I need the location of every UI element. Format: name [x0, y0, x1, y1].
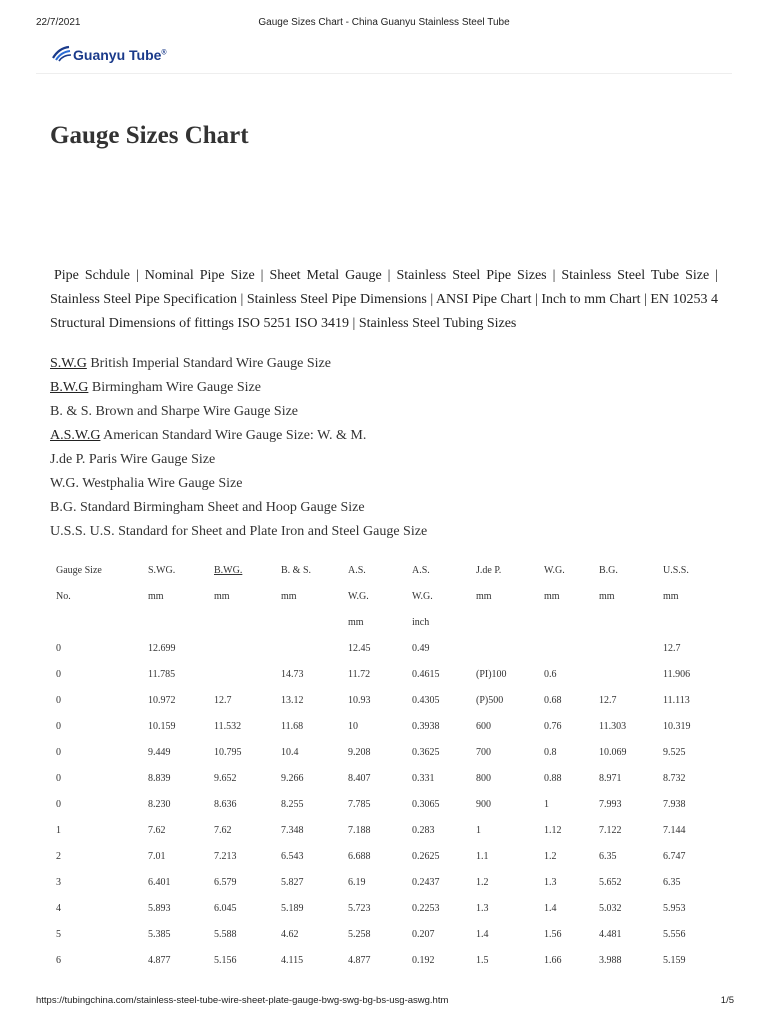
- registered-mark: ®: [161, 49, 167, 57]
- table-header-cell: W.G.: [412, 591, 433, 602]
- table-cell: 9.525: [663, 747, 686, 758]
- table-cell: 5.893: [148, 903, 171, 914]
- table-cell: 0.3065: [412, 799, 440, 810]
- table-header-cell: B. & S.: [281, 565, 312, 576]
- table-cell: 10.795: [214, 747, 242, 758]
- table-row: [52, 714, 723, 740]
- table-cell: 5.556: [663, 929, 686, 940]
- table-header-cell: [599, 610, 663, 636]
- table-cell: 1: [544, 799, 549, 810]
- print-footer-url: https://tubingchina.com/stainless-steel-tube-wire-sheet-plate-gauge-bwg-swg-bg-bs-usg-aswg.htm: [36, 995, 449, 1006]
- print-footer: [0, 995, 768, 1009]
- table-header-cell: A.S.: [412, 565, 430, 576]
- table-header-cell: B.G.: [599, 565, 618, 576]
- table-cell: 7.01: [148, 851, 166, 862]
- table-cell: 0.331: [412, 773, 435, 784]
- table-cell: 6.688: [348, 851, 371, 862]
- table-cell: 7.348: [281, 825, 304, 836]
- table-cell: 8.971: [599, 773, 622, 784]
- page-title: Gauge Sizes Chart: [50, 122, 249, 149]
- table-cell: 8.407: [348, 773, 371, 784]
- table-cell: 4: [56, 903, 61, 914]
- table-cell: 5.953: [663, 903, 686, 914]
- table-cell: 8.732: [663, 773, 686, 784]
- table-row: [52, 922, 723, 948]
- table-cell: 0.88: [544, 773, 562, 784]
- legend-desc: B.G. Standard Birmingham Sheet and Hoop Gauge Size: [50, 500, 365, 515]
- related-links-text[interactable]: Pipe Schdule | Nominal Pipe Size | Sheet Metal Gauge | Stainless Steel Pipe Sizes | Stainless Steel Tube Size | Stainless Steel Pipe Specification | Stainless Steel Pipe Dimensions | ANSI Pipe Chart | Inch to mm Chart | EN 10253 4 Structural Dimensions of fittings ISO 5251 ISO 3419 | Stainless Steel Tubing Sizes: [50, 268, 718, 331]
- table-cell: 0.2437: [412, 877, 440, 888]
- logo-brand-text: Guanyu Tube®: [73, 47, 167, 63]
- table-cell: 0.76: [544, 721, 562, 732]
- table-header-cell: mm: [281, 591, 297, 602]
- table-cell: 1.3: [544, 877, 557, 888]
- table-cell: 11.532: [214, 721, 242, 732]
- legend-desc: W.G. Westphalia Wire Gauge Size: [50, 476, 243, 491]
- table-cell: 12.7: [599, 695, 617, 706]
- table-header-cell: [52, 610, 148, 636]
- table-cell: 0.283: [412, 825, 435, 836]
- table-cell: 6.747: [663, 851, 686, 862]
- table-cell: 1.5: [476, 955, 489, 966]
- table-header-cell: mm: [148, 591, 164, 602]
- table-cell: 9.266: [281, 773, 304, 784]
- table-cell: 10.972: [148, 695, 176, 706]
- table-row: [52, 662, 723, 688]
- table-cell: 600: [476, 721, 491, 732]
- table-header-cell: mm: [214, 591, 230, 602]
- table-cell: 0.2253: [412, 903, 440, 914]
- table-cell: 7.993: [599, 799, 622, 810]
- table-header-cell: [476, 610, 544, 636]
- table-cell: 8.839: [148, 773, 171, 784]
- table-cell: 0.6: [544, 669, 557, 680]
- table-header-cell: mm: [544, 591, 560, 602]
- table-header-cell: [281, 610, 348, 636]
- legend-desc: American Standard Wire Gauge Size: W. & M.: [100, 428, 367, 443]
- legend-desc: U.S.S. U.S. Standard for Sheet and Plate Iron and Steel Gauge Size: [50, 524, 428, 539]
- table-header-cell: W.G.: [544, 565, 565, 576]
- table-cell: 6.045: [214, 903, 237, 914]
- table-header-cell: mm: [599, 591, 615, 602]
- table-cell: 0.8: [544, 747, 557, 758]
- print-page-title: Gauge Sizes Chart - China Guanyu Stainless Steel Tube: [258, 17, 510, 28]
- table-cell: 0.3938: [412, 721, 440, 732]
- table-header-cell: [214, 610, 281, 636]
- table-cell: 0: [56, 695, 61, 706]
- table-cell: 14.73: [281, 669, 304, 680]
- table-header-cell: B.WG.: [214, 565, 243, 576]
- legend-item-bwg: [50, 376, 718, 400]
- table-header-cell: A.S.: [348, 565, 366, 576]
- table-cell: 1.56: [544, 929, 562, 940]
- table-row: [52, 636, 723, 662]
- table-cell: 5: [56, 929, 61, 940]
- legend-item-aswg: [50, 424, 718, 448]
- legend-desc: J.de P. Paris Wire Gauge Size: [50, 452, 216, 467]
- table-cell: 0: [56, 773, 61, 784]
- table-cell: 5.189: [281, 903, 304, 914]
- table-cell: [599, 636, 663, 662]
- legend-desc: British Imperial Standard Wire Gauge Size: [86, 356, 331, 371]
- table-cell: 8.636: [214, 799, 237, 810]
- table-cell: 12.7: [663, 643, 681, 654]
- table-cell: 1.66: [544, 955, 562, 966]
- table-cell: 1.4: [476, 929, 489, 940]
- table-cell: 5.159: [663, 955, 686, 966]
- guanyu-logo-icon: [50, 44, 72, 67]
- table-cell: 1.1: [476, 851, 489, 862]
- gauge-sizes-table: [52, 558, 723, 974]
- table-header-cell: [663, 610, 723, 636]
- table-cell: [544, 636, 599, 662]
- table-cell: 3: [56, 877, 61, 888]
- table-row: [52, 818, 723, 844]
- table-cell: 9.449: [148, 747, 171, 758]
- table-cell: 0.4305: [412, 695, 440, 706]
- table-cell: 6.19: [348, 877, 366, 888]
- table-cell: 0.2625: [412, 851, 440, 862]
- table-cell: 6: [56, 955, 61, 966]
- table-header-row: [52, 610, 723, 636]
- gauge-table-body: [52, 558, 723, 974]
- table-header-cell: mm: [476, 591, 492, 602]
- table-cell: 13.12: [281, 695, 304, 706]
- table-cell: 0.68: [544, 695, 562, 706]
- print-date: 22/7/2021: [36, 17, 81, 28]
- table-cell: 3.988: [599, 955, 622, 966]
- table-cell: 6.543: [281, 851, 304, 862]
- table-cell: 2: [56, 851, 61, 862]
- table-cell: 0: [56, 669, 61, 680]
- table-header-row: [52, 558, 723, 584]
- table-cell: 7.122: [599, 825, 622, 836]
- table-cell: 5.723: [348, 903, 371, 914]
- table-cell: 5.156: [214, 955, 237, 966]
- gauge-legend: [50, 352, 718, 544]
- table-cell: 0.192: [412, 955, 435, 966]
- table-row: [52, 766, 723, 792]
- header-divider: [36, 73, 732, 74]
- table-cell: 0.207: [412, 929, 435, 940]
- table-row: [52, 896, 723, 922]
- table-cell: 5.588: [214, 929, 237, 940]
- table-cell: (P)500: [476, 695, 504, 706]
- table-cell: 7.213: [214, 851, 237, 862]
- table-cell: [599, 662, 663, 688]
- table-cell: 9.208: [348, 747, 371, 758]
- table-cell: 11.303: [599, 721, 627, 732]
- table-cell: 7.785: [348, 799, 371, 810]
- legend-abbr: A.S.W.G: [50, 428, 101, 443]
- table-cell: 7.938: [663, 799, 686, 810]
- table-cell: [476, 636, 544, 662]
- table-cell: 7.188: [348, 825, 371, 836]
- table-row: [52, 792, 723, 818]
- table-cell: 0: [56, 721, 61, 732]
- legend-item-bs: [50, 400, 718, 424]
- print-page-number: 1/5: [720, 995, 734, 1006]
- table-cell: 6.35: [599, 851, 617, 862]
- table-cell: 10: [348, 721, 358, 732]
- site-logo[interactable]: [50, 44, 167, 66]
- legend-item-swg: [50, 352, 718, 376]
- table-cell: 12.45: [348, 643, 371, 654]
- legend-abbr: S.W.G: [50, 356, 87, 371]
- table-cell: 6.579: [214, 877, 237, 888]
- table-header-cell: mm: [348, 617, 364, 628]
- table-cell: 800: [476, 773, 491, 784]
- table-cell: 11.72: [348, 669, 371, 680]
- table-cell: 0: [56, 747, 61, 758]
- table-cell: 5.827: [281, 877, 304, 888]
- legend-item-uss: [50, 520, 718, 544]
- legend-item-jdep: [50, 448, 718, 472]
- legend-item-bg: [50, 496, 718, 520]
- related-links-paragraph[interactable]: [50, 264, 718, 336]
- legend-item-wg: [50, 472, 718, 496]
- table-cell: [214, 636, 281, 662]
- table-cell: 4.115: [281, 955, 304, 966]
- table-cell: 5.652: [599, 877, 622, 888]
- table-row: [52, 688, 723, 714]
- table-cell: 4.877: [348, 955, 371, 966]
- table-cell: 700: [476, 747, 491, 758]
- table-cell: 1.3: [476, 903, 489, 914]
- table-cell: 1.12: [544, 825, 562, 836]
- table-header-cell: U.S.S.: [663, 565, 689, 576]
- table-row: [52, 844, 723, 870]
- table-cell: 7.62: [214, 825, 232, 836]
- table-row: [52, 870, 723, 896]
- table-cell: [281, 636, 348, 662]
- legend-abbr: B.W.G: [50, 380, 89, 395]
- table-cell: 1: [56, 825, 61, 836]
- table-cell: 10.319: [663, 721, 691, 732]
- table-cell: (PI)100: [476, 669, 507, 680]
- table-cell: 6.35: [663, 877, 681, 888]
- table-cell: 900: [476, 799, 491, 810]
- table-cell: 0: [56, 643, 61, 654]
- table-cell: 7.144: [663, 825, 686, 836]
- table-cell: 8.230: [148, 799, 171, 810]
- table-cell: 12.699: [148, 643, 176, 654]
- table-cell: 0.3625: [412, 747, 440, 758]
- table-cell: 12.7: [214, 695, 232, 706]
- table-cell: 10.159: [148, 721, 176, 732]
- table-cell: 8.255: [281, 799, 304, 810]
- table-cell: 7.62: [148, 825, 166, 836]
- print-header: [0, 17, 768, 31]
- table-cell: 10.069: [599, 747, 627, 758]
- table-header-cell: W.G.: [348, 591, 369, 602]
- table-row: [52, 740, 723, 766]
- table-cell: 0.49: [412, 643, 430, 654]
- table-cell: 11.785: [148, 669, 176, 680]
- table-header-cell: mm: [663, 591, 679, 602]
- table-cell: 1.2: [544, 851, 557, 862]
- table-cell: 9.652: [214, 773, 237, 784]
- table-header-cell: J.de P.: [476, 565, 502, 576]
- table-cell: 11.68: [281, 721, 304, 732]
- table-cell: 0: [56, 799, 61, 810]
- table-cell: 5.258: [348, 929, 371, 940]
- table-header-cell: Gauge Size: [56, 565, 102, 576]
- table-header-cell: S.WG.: [148, 565, 176, 576]
- table-cell: 11.906: [663, 669, 691, 680]
- table-cell: 1.4: [544, 903, 557, 914]
- table-header-cell: [544, 610, 599, 636]
- table-cell: 4.877: [148, 955, 171, 966]
- table-cell: 5.032: [599, 903, 622, 914]
- table-cell: 11.113: [663, 695, 690, 706]
- table-cell: 4.62: [281, 929, 299, 940]
- table-cell: 10.93: [348, 695, 371, 706]
- table-header-cell: No.: [56, 591, 71, 602]
- table-cell: 6.401: [148, 877, 171, 888]
- table-cell: 1: [476, 825, 481, 836]
- table-cell: 5.385: [148, 929, 171, 940]
- table-cell: 1.2: [476, 877, 489, 888]
- table-header-cell: [148, 610, 214, 636]
- table-header-row: [52, 584, 723, 610]
- legend-desc: Birmingham Wire Gauge Size: [88, 380, 261, 395]
- table-cell: 10.4: [281, 747, 299, 758]
- table-cell: 0.4615: [412, 669, 440, 680]
- table-row: [52, 948, 723, 974]
- table-cell: 4.481: [599, 929, 622, 940]
- legend-desc: B. & S. Brown and Sharpe Wire Gauge Size: [50, 404, 299, 419]
- table-header-cell: inch: [412, 617, 430, 628]
- table-cell: [214, 662, 281, 688]
